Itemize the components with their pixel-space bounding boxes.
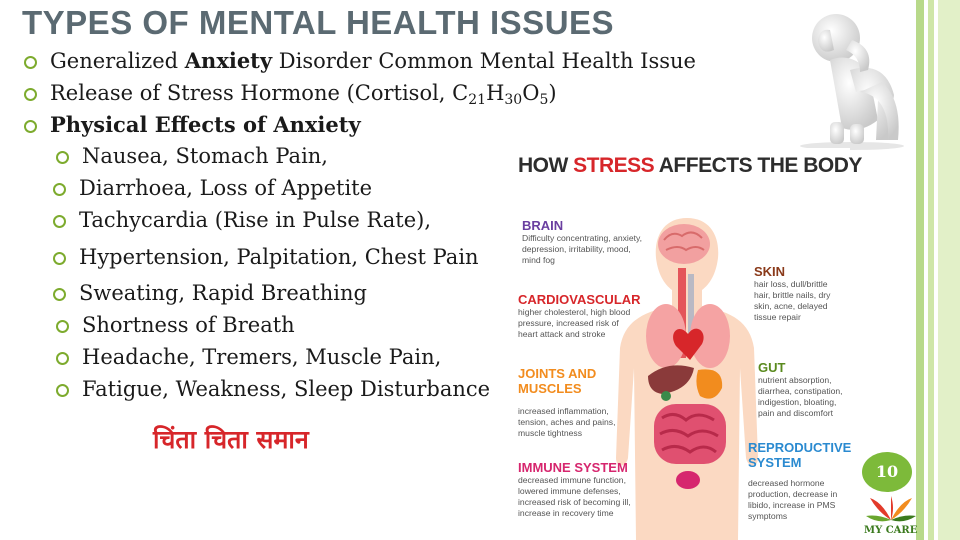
infographic-title: HOW STRESS AFFECTS THE BODY	[518, 154, 862, 177]
bullet-icon	[53, 252, 66, 265]
my-care-logo-text: MY CARE	[864, 525, 918, 536]
joints-muscles-section: JOINTS AND MUSCLES increased inflammation, tension, aches and pains, muscle tightness	[518, 366, 616, 438]
bullet-icon	[56, 352, 69, 365]
cardiovascular-section: CARDIOVASCULAR higher cholesterol, high blood pressure, increased risk of heart attack and stroke	[518, 292, 641, 339]
bullet-stress-hormone: Release of Stress Hormone (Cortisol, $C_{21}H_{30}O_5$)	[50, 81, 557, 108]
slide-title: TYPES OF MENTAL HEALTH ISSUES	[22, 4, 615, 41]
sub-bullet-item: Fatigue, Weakness, Sleep Disturbance	[82, 377, 491, 401]
bullet-icon	[53, 183, 66, 196]
sub-bullet-item: Sweating, Rapid Breathing	[79, 281, 367, 305]
sub-bullet-item: Tachycardia (Rise in Pulse Rate),	[79, 208, 432, 232]
immune-system-section: IMMUNE SYSTEM decreased immune function, lowered immune defenses, increased risk of becoming ill, increase in recovery time	[518, 460, 631, 518]
sub-bullet-item: Headache, Tremers, Muscle Pain,	[82, 345, 442, 369]
sub-bullet-item: Diarrhoea, Loss of Appetite	[79, 176, 373, 200]
sub-bullet-item: Shortness of Breath	[82, 313, 295, 337]
bullet-icon	[53, 215, 66, 228]
bullet-icon	[24, 120, 37, 133]
bullet-anxiety: Generalized Anxiety Disorder Common Mental Health Issue	[50, 48, 696, 73]
bullet-icon	[24, 88, 37, 101]
bullet-icon	[53, 288, 66, 301]
bullet-physical-effects: Physical Effects of Anxiety	[50, 112, 361, 137]
stress-infographic	[512, 148, 862, 540]
slide-border-decoration	[916, 0, 960, 540]
bullet-icon	[24, 56, 37, 69]
gut-section: GUT nutrient absorption, diarrhea, constipation, indigestion, bloating, pain and discomfort	[758, 360, 843, 418]
page-number-badge: 10	[862, 452, 912, 492]
brain-section: BRAIN Difficulty concentrating, anxiety, depression, irritability, mood, mind fog	[522, 218, 643, 265]
hindi-caption: चिंता चिता समान	[153, 425, 309, 454]
bullet-icon	[56, 384, 69, 397]
stressed-person-figure	[790, 0, 920, 150]
reproductive-section: REPRODUCTIVE SYSTEM decreased hormone production, decrease in libido, increase in PMS symptoms	[748, 440, 852, 521]
bullet-icon	[56, 320, 69, 333]
sub-bullet-item: Nausea, Stomach Pain,	[82, 144, 328, 168]
sub-bullet-item: Hypertension, Palpitation, Chest Pain	[79, 245, 479, 269]
skin-section: SKIN hair loss, dull/brittle hair, brittle nails, dry skin, acne, delayed tissue repair	[754, 264, 831, 322]
bullet-icon	[56, 151, 69, 164]
